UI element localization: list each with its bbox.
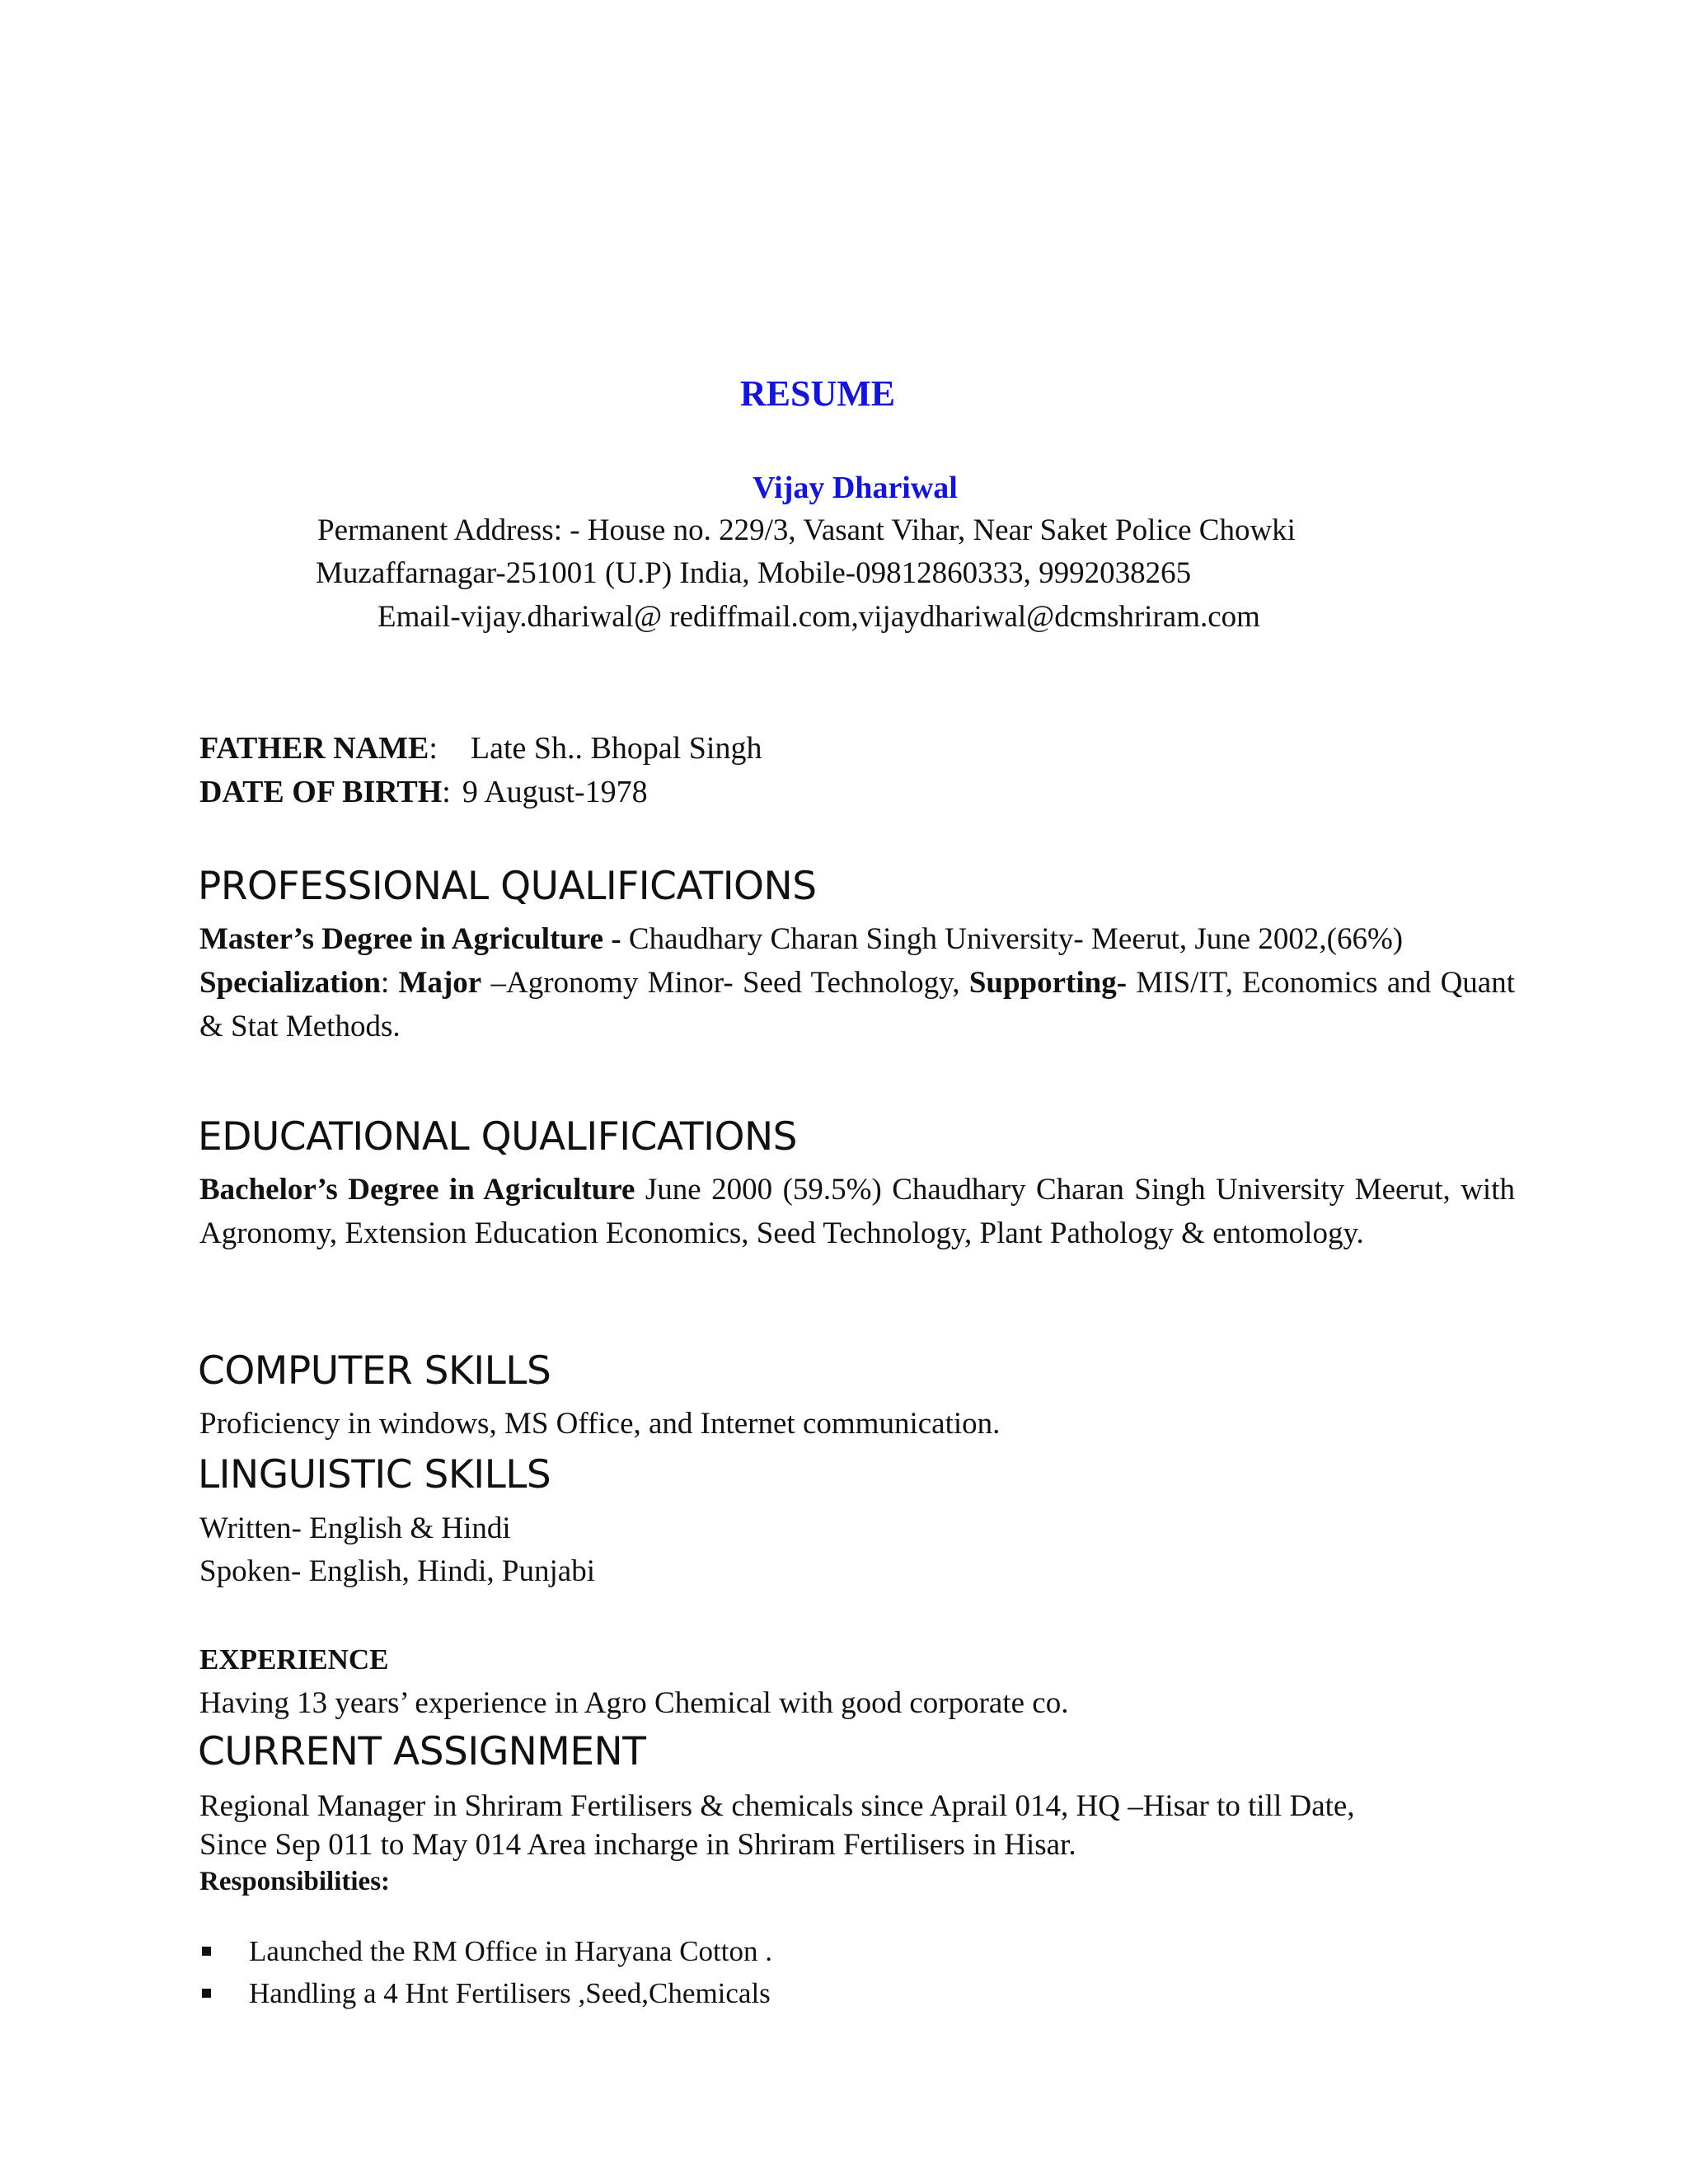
linguistic-written: Written- English & Hindi [199,1511,511,1545]
computer-skills-text: Proficiency in windows, MS Office, and Internet communication. [199,1407,1001,1441]
specialization-sep: : [380,966,399,1000]
bachelors-degree-label: Bachelor’s Degree in Agriculture [199,1173,635,1207]
email-line: Email-vijay.dhariwal@ rediffmail.com,vijaydhariwal@dcmshriram.com [377,600,1260,634]
professional-qualifications-heading: PROFESSIONAL QUALIFICATIONS [198,864,817,909]
bachelors-degree-text: June 2000 (59.5%) Chaudhary Charan Singh University Meerut, with Agronomy, Extension Education Economics, Seed Technology, Plant Pathology & entomology. [199,1173,1515,1250]
list-item [199,1930,772,1972]
current-assignment-line-1: Regional Manager in Shriram Fertilisers & chemicals since Aprail 014, HQ –Hisar to till Date, [199,1789,1355,1823]
major-text: –Agronomy Minor- Seed Technology, [481,966,969,1000]
educational-qualifications-heading: EDUCATIONAL QUALIFICATIONS [198,1114,797,1160]
resume-title: RESUME [739,373,896,414]
responsibilities-label: Responsibilities: [199,1867,391,1896]
father-name-row [199,730,762,766]
experience-text: Having 13 years’ experience in Agro Chemical with good corporate co. [199,1686,1069,1720]
responsibilities-list [199,1930,772,2014]
candidate-name: Vijay Dhariwal [753,471,958,505]
current-assignment-heading: CURRENT ASSIGNMENT [198,1729,646,1774]
computer-skills-heading: COMPUTER SKILLS [198,1348,551,1394]
dob-value: 9 August-1978 [462,775,648,809]
supporting-label: Supporting- [968,966,1128,1000]
dob-sep: : [442,775,451,809]
professional-qualifications-text [199,917,1515,1048]
address-line-2: Muzaffarnagar-251001 (U.P) India, Mobile-09812860333, 9992038265 [316,556,1192,590]
masters-degree-text: Chaudhary Charan Singh University- Meerut, June 2002,(66%) [621,922,1404,956]
dob-row [199,774,648,810]
dob-label: DATE OF BIRTH [199,775,443,809]
masters-degree-label: Master’s Degree in Agriculture - [199,922,621,956]
list-item [199,1972,772,2014]
father-name-value: Late Sh.. Bhopal Singh [470,731,762,766]
current-assignment-line-2: Since Sep 011 to May 014 Area incharge in Shriram Fertilisers in Hisar. [199,1828,1076,1862]
experience-heading: EXPERIENCE [199,1643,389,1675]
address-line-1: Permanent Address: - House no. 229/3, Vasant Vihar, Near Saket Police Chowki [317,513,1296,547]
square-bullet-icon [202,1947,211,1956]
father-name-sep: : [429,731,438,766]
linguistic-skills-heading: LINGUISTIC SKILLS [198,1452,551,1497]
specialization-label: Specialization [199,966,381,1000]
square-bullet-icon [202,1989,211,1998]
linguistic-spoken: Spoken- English, Hindi, Punjabi [199,1554,595,1588]
educational-qualifications-text [199,1168,1515,1255]
responsibility-text: Handling a 4 Hnt Fertilisers ,Seed,Chemicals [249,1977,771,2009]
supporting-text: MIS/IT, Economics and Quant & Stat Methods. [199,966,1515,1043]
father-name-label: FATHER NAME [199,731,429,766]
major-label: Major [398,966,482,1000]
responsibility-text: Launched the RM Office in Haryana Cotton . [249,1935,773,1967]
